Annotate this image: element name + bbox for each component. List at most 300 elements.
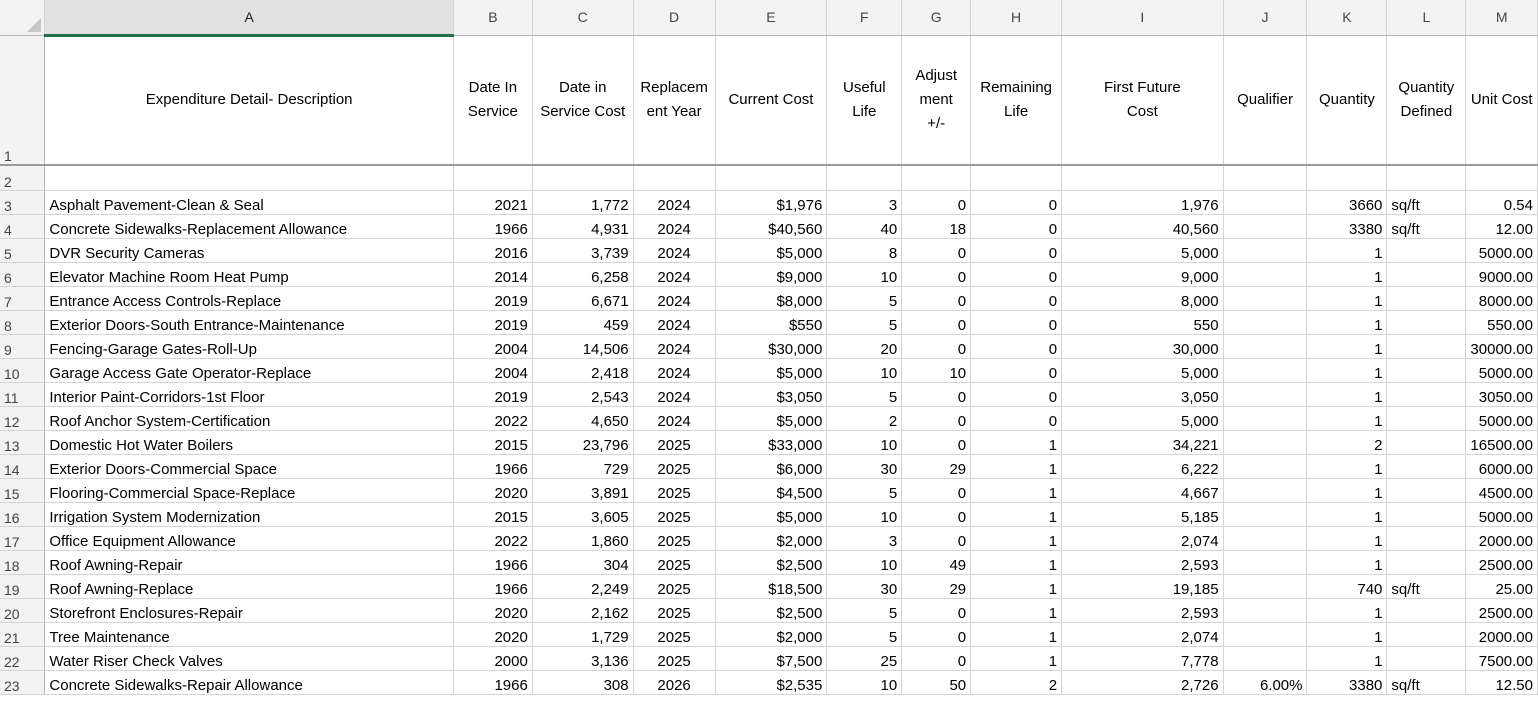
cell-f14[interactable]: 30 [827, 454, 902, 478]
row-header[interactable]: 15 [0, 478, 45, 502]
cell-i18[interactable]: 2,593 [1062, 550, 1224, 574]
cell-h8[interactable]: 0 [971, 310, 1062, 334]
cell-i11[interactable]: 3,050 [1062, 382, 1224, 406]
cell-i14[interactable]: 6,222 [1062, 454, 1224, 478]
cell-j11[interactable] [1223, 382, 1307, 406]
cell-g5[interactable]: 0 [902, 238, 971, 262]
cell-h18[interactable]: 1 [971, 550, 1062, 574]
cell-i17[interactable]: 2,074 [1062, 526, 1224, 550]
cell-h22[interactable]: 1 [971, 646, 1062, 670]
cell-k19[interactable]: 740 [1307, 574, 1387, 598]
cell-l7[interactable] [1387, 286, 1466, 310]
cell-e22[interactable]: $7,500 [715, 646, 827, 670]
cell-c21[interactable]: 1,729 [532, 622, 633, 646]
cell-g15[interactable]: 0 [902, 478, 971, 502]
cell-m8[interactable]: 550.00 [1466, 310, 1538, 334]
column-header-g[interactable]: G [902, 0, 971, 35]
header-cell-i[interactable] [1062, 35, 1224, 165]
cell-a13[interactable]: Domestic Hot Water Boilers [45, 430, 454, 454]
header-cell-h[interactable] [971, 35, 1062, 165]
cell-m2[interactable] [1466, 165, 1538, 190]
cell-c10[interactable]: 2,418 [532, 358, 633, 382]
row-header[interactable]: 2 [0, 165, 45, 190]
cell-c17[interactable]: 1,860 [532, 526, 633, 550]
cell-c8[interactable]: 459 [532, 310, 633, 334]
cell-k18[interactable]: 1 [1307, 550, 1387, 574]
cell-b3[interactable]: 2021 [453, 190, 532, 214]
column-header-m[interactable]: M [1466, 0, 1538, 35]
cell-j13[interactable] [1223, 430, 1307, 454]
cell-e19[interactable]: $18,500 [715, 574, 827, 598]
column-header-j[interactable]: J [1223, 0, 1307, 35]
cell-k20[interactable]: 1 [1307, 598, 1387, 622]
cell-a12[interactable]: Roof Anchor System-Certification [45, 406, 454, 430]
cell-l20[interactable] [1387, 598, 1466, 622]
cell-g6[interactable]: 0 [902, 262, 971, 286]
cell-c4[interactable]: 4,931 [532, 214, 633, 238]
cell-c7[interactable]: 6,671 [532, 286, 633, 310]
column-header-f[interactable]: F [827, 0, 902, 35]
cell-a8[interactable]: Exterior Doors-South Entrance-Maintenance [45, 310, 454, 334]
cell-g12[interactable]: 0 [902, 406, 971, 430]
cell-k3[interactable]: 3660 [1307, 190, 1387, 214]
cell-c12[interactable]: 4,650 [532, 406, 633, 430]
cell-e9[interactable]: $30,000 [715, 334, 827, 358]
row-header[interactable]: 21 [0, 622, 45, 646]
cell-a5[interactable]: DVR Security Cameras [45, 238, 454, 262]
cell-j7[interactable] [1223, 286, 1307, 310]
cell-e8[interactable]: $550 [715, 310, 827, 334]
cell-l14[interactable] [1387, 454, 1466, 478]
cell-h20[interactable]: 1 [971, 598, 1062, 622]
cell-f12[interactable]: 2 [827, 406, 902, 430]
cell-b18[interactable]: 1966 [453, 550, 532, 574]
cell-k7[interactable]: 1 [1307, 286, 1387, 310]
cell-i2[interactable] [1062, 165, 1224, 190]
cell-f21[interactable]: 5 [827, 622, 902, 646]
cell-g3[interactable]: 0 [902, 190, 971, 214]
cell-j22[interactable] [1223, 646, 1307, 670]
cell-h10[interactable]: 0 [971, 358, 1062, 382]
column-header-b[interactable]: B [453, 0, 532, 35]
cell-a3[interactable]: Asphalt Pavement-Clean & Seal [45, 190, 454, 214]
row-header[interactable]: 20 [0, 598, 45, 622]
column-header-c[interactable]: C [532, 0, 633, 35]
cell-i21[interactable]: 2,074 [1062, 622, 1224, 646]
cell-l18[interactable] [1387, 550, 1466, 574]
cell-i23[interactable]: 2,726 [1062, 670, 1224, 694]
row-header[interactable]: 4 [0, 214, 45, 238]
cell-k17[interactable]: 1 [1307, 526, 1387, 550]
cell-d8[interactable]: 2024 [633, 310, 715, 334]
cell-b22[interactable]: 2000 [453, 646, 532, 670]
cell-l4[interactable]: sq/ft [1387, 214, 1466, 238]
cell-k4[interactable]: 3380 [1307, 214, 1387, 238]
cell-m4[interactable]: 12.00 [1466, 214, 1538, 238]
cell-i4[interactable]: 40,560 [1062, 214, 1224, 238]
column-header-l[interactable]: L [1387, 0, 1466, 35]
cell-c19[interactable]: 2,249 [532, 574, 633, 598]
cell-l17[interactable] [1387, 526, 1466, 550]
row-header[interactable]: 13 [0, 430, 45, 454]
cell-i5[interactable]: 5,000 [1062, 238, 1224, 262]
cell-l10[interactable] [1387, 358, 1466, 382]
cell-g23[interactable]: 50 [902, 670, 971, 694]
cell-k12[interactable]: 1 [1307, 406, 1387, 430]
cell-g19[interactable]: 29 [902, 574, 971, 598]
cell-h19[interactable]: 1 [971, 574, 1062, 598]
cell-d5[interactable]: 2024 [633, 238, 715, 262]
row-header[interactable]: 17 [0, 526, 45, 550]
cell-b16[interactable]: 2015 [453, 502, 532, 526]
cell-g16[interactable]: 0 [902, 502, 971, 526]
cell-b21[interactable]: 2020 [453, 622, 532, 646]
cell-j20[interactable] [1223, 598, 1307, 622]
column-header-e[interactable]: E [715, 0, 827, 35]
cell-b7[interactable]: 2019 [453, 286, 532, 310]
cell-d6[interactable]: 2024 [633, 262, 715, 286]
cell-d22[interactable]: 2025 [633, 646, 715, 670]
cell-b17[interactable]: 2022 [453, 526, 532, 550]
cell-a7[interactable]: Entrance Access Controls-Replace [45, 286, 454, 310]
cell-a15[interactable]: Flooring-Commercial Space-Replace [45, 478, 454, 502]
cell-h2[interactable] [971, 165, 1062, 190]
select-all-corner[interactable] [0, 0, 45, 35]
cell-f23[interactable]: 10 [827, 670, 902, 694]
row-header[interactable]: 7 [0, 286, 45, 310]
cell-h6[interactable]: 0 [971, 262, 1062, 286]
cell-l2[interactable] [1387, 165, 1466, 190]
cell-e16[interactable]: $5,000 [715, 502, 827, 526]
cell-e6[interactable]: $9,000 [715, 262, 827, 286]
cell-d18[interactable]: 2025 [633, 550, 715, 574]
cell-i9[interactable]: 30,000 [1062, 334, 1224, 358]
cell-h11[interactable]: 0 [971, 382, 1062, 406]
cell-b19[interactable]: 1966 [453, 574, 532, 598]
cell-d12[interactable]: 2024 [633, 406, 715, 430]
row-header[interactable]: 9 [0, 334, 45, 358]
cell-l11[interactable] [1387, 382, 1466, 406]
cell-a20[interactable]: Storefront Enclosures-Repair [45, 598, 454, 622]
cell-i20[interactable]: 2,593 [1062, 598, 1224, 622]
cell-l19[interactable]: sq/ft [1387, 574, 1466, 598]
cell-c23[interactable]: 308 [532, 670, 633, 694]
cell-l6[interactable] [1387, 262, 1466, 286]
cell-h7[interactable]: 0 [971, 286, 1062, 310]
cell-a21[interactable]: Tree Maintenance [45, 622, 454, 646]
cell-a17[interactable]: Office Equipment Allowance [45, 526, 454, 550]
cell-b5[interactable]: 2016 [453, 238, 532, 262]
row-header[interactable]: 1 [0, 35, 45, 165]
cell-i6[interactable]: 9,000 [1062, 262, 1224, 286]
cell-e11[interactable]: $3,050 [715, 382, 827, 406]
cell-c5[interactable]: 3,739 [532, 238, 633, 262]
cell-k10[interactable]: 1 [1307, 358, 1387, 382]
cell-b20[interactable]: 2020 [453, 598, 532, 622]
cell-a22[interactable]: Water Riser Check Valves [45, 646, 454, 670]
cell-i13[interactable]: 34,221 [1062, 430, 1224, 454]
cell-g22[interactable]: 0 [902, 646, 971, 670]
row-header[interactable]: 11 [0, 382, 45, 406]
cell-e12[interactable]: $5,000 [715, 406, 827, 430]
header-cell-e[interactable]: Current Cost [715, 35, 827, 165]
cell-b2[interactable] [453, 165, 532, 190]
cell-m14[interactable]: 6000.00 [1466, 454, 1538, 478]
cell-d4[interactable]: 2024 [633, 214, 715, 238]
cell-g21[interactable]: 0 [902, 622, 971, 646]
row-header[interactable]: 19 [0, 574, 45, 598]
cell-j17[interactable] [1223, 526, 1307, 550]
cell-l21[interactable] [1387, 622, 1466, 646]
cell-a6[interactable]: Elevator Machine Room Heat Pump [45, 262, 454, 286]
cell-h14[interactable]: 1 [971, 454, 1062, 478]
cell-j14[interactable] [1223, 454, 1307, 478]
cell-b23[interactable]: 1966 [453, 670, 532, 694]
cell-c3[interactable]: 1,772 [532, 190, 633, 214]
row-header[interactable]: 14 [0, 454, 45, 478]
cell-g10[interactable]: 10 [902, 358, 971, 382]
cell-k5[interactable]: 1 [1307, 238, 1387, 262]
cell-f3[interactable]: 3 [827, 190, 902, 214]
cell-m19[interactable]: 25.00 [1466, 574, 1538, 598]
cell-m10[interactable]: 5000.00 [1466, 358, 1538, 382]
cell-m9[interactable]: 30000.00 [1466, 334, 1538, 358]
cell-f15[interactable]: 5 [827, 478, 902, 502]
cell-m11[interactable]: 3050.00 [1466, 382, 1538, 406]
cell-j23[interactable]: 6.00% [1223, 670, 1307, 694]
cell-e21[interactable]: $2,000 [715, 622, 827, 646]
cell-l23[interactable]: sq/ft [1387, 670, 1466, 694]
cell-j21[interactable] [1223, 622, 1307, 646]
cell-l3[interactable]: sq/ft [1387, 190, 1466, 214]
cell-a14[interactable]: Exterior Doors-Commercial Space [45, 454, 454, 478]
cell-j2[interactable] [1223, 165, 1307, 190]
row-header[interactable]: 5 [0, 238, 45, 262]
select-all-triangle-icon[interactable] [27, 18, 41, 32]
cell-i12[interactable]: 5,000 [1062, 406, 1224, 430]
cell-f20[interactable]: 5 [827, 598, 902, 622]
row-header[interactable]: 23 [0, 670, 45, 694]
cell-k11[interactable]: 1 [1307, 382, 1387, 406]
cell-j16[interactable] [1223, 502, 1307, 526]
cell-h23[interactable]: 2 [971, 670, 1062, 694]
cell-f5[interactable]: 8 [827, 238, 902, 262]
cell-j8[interactable] [1223, 310, 1307, 334]
cell-m6[interactable]: 9000.00 [1466, 262, 1538, 286]
cell-b6[interactable]: 2014 [453, 262, 532, 286]
cell-m23[interactable]: 12.50 [1466, 670, 1538, 694]
cell-g18[interactable]: 49 [902, 550, 971, 574]
cell-c11[interactable]: 2,543 [532, 382, 633, 406]
cell-b4[interactable]: 1966 [453, 214, 532, 238]
cell-m12[interactable]: 5000.00 [1466, 406, 1538, 430]
cell-c16[interactable]: 3,605 [532, 502, 633, 526]
header-cell-j[interactable]: Qualifier [1223, 35, 1307, 165]
header-cell-g[interactable] [902, 35, 971, 165]
cell-k23[interactable]: 3380 [1307, 670, 1387, 694]
cell-c22[interactable]: 3,136 [532, 646, 633, 670]
cell-j18[interactable] [1223, 550, 1307, 574]
cell-l8[interactable] [1387, 310, 1466, 334]
cell-k2[interactable] [1307, 165, 1387, 190]
cell-h4[interactable]: 0 [971, 214, 1062, 238]
row-header[interactable]: 18 [0, 550, 45, 574]
cell-e10[interactable]: $5,000 [715, 358, 827, 382]
cell-e3[interactable]: $1,976 [715, 190, 827, 214]
row-header[interactable]: 3 [0, 190, 45, 214]
column-header-i[interactable]: I [1062, 0, 1224, 35]
cell-g11[interactable]: 0 [902, 382, 971, 406]
cell-h16[interactable]: 1 [971, 502, 1062, 526]
cell-c18[interactable]: 304 [532, 550, 633, 574]
cell-l13[interactable] [1387, 430, 1466, 454]
cell-a9[interactable]: Fencing-Garage Gates-Roll-Up [45, 334, 454, 358]
cell-m15[interactable]: 4500.00 [1466, 478, 1538, 502]
cell-f10[interactable]: 10 [827, 358, 902, 382]
cell-l5[interactable] [1387, 238, 1466, 262]
cell-c14[interactable]: 729 [532, 454, 633, 478]
cell-m13[interactable]: 16500.00 [1466, 430, 1538, 454]
cell-d14[interactable]: 2025 [633, 454, 715, 478]
cell-f18[interactable]: 10 [827, 550, 902, 574]
cell-c15[interactable]: 3,891 [532, 478, 633, 502]
cell-e17[interactable]: $2,000 [715, 526, 827, 550]
cell-d21[interactable]: 2025 [633, 622, 715, 646]
cell-k8[interactable]: 1 [1307, 310, 1387, 334]
row-header[interactable]: 16 [0, 502, 45, 526]
cell-k15[interactable]: 1 [1307, 478, 1387, 502]
cell-d16[interactable]: 2025 [633, 502, 715, 526]
cell-f9[interactable]: 20 [827, 334, 902, 358]
cell-b8[interactable]: 2019 [453, 310, 532, 334]
cell-l12[interactable] [1387, 406, 1466, 430]
cell-j15[interactable] [1223, 478, 1307, 502]
cell-a18[interactable]: Roof Awning-Repair [45, 550, 454, 574]
cell-e2[interactable] [715, 165, 827, 190]
cell-d17[interactable]: 2025 [633, 526, 715, 550]
cell-j19[interactable] [1223, 574, 1307, 598]
cell-f13[interactable]: 10 [827, 430, 902, 454]
cell-i15[interactable]: 4,667 [1062, 478, 1224, 502]
cell-d7[interactable]: 2024 [633, 286, 715, 310]
cell-g17[interactable]: 0 [902, 526, 971, 550]
row-header[interactable]: 6 [0, 262, 45, 286]
cell-k14[interactable]: 1 [1307, 454, 1387, 478]
cell-m21[interactable]: 2000.00 [1466, 622, 1538, 646]
header-cell-b[interactable] [453, 35, 532, 165]
cell-m7[interactable]: 8000.00 [1466, 286, 1538, 310]
cell-c6[interactable]: 6,258 [532, 262, 633, 286]
cell-l9[interactable] [1387, 334, 1466, 358]
cell-g20[interactable]: 0 [902, 598, 971, 622]
cell-d11[interactable]: 2024 [633, 382, 715, 406]
cell-e23[interactable]: $2,535 [715, 670, 827, 694]
cell-f6[interactable]: 10 [827, 262, 902, 286]
cell-b14[interactable]: 1966 [453, 454, 532, 478]
cell-f4[interactable]: 40 [827, 214, 902, 238]
cell-h13[interactable]: 1 [971, 430, 1062, 454]
cell-i10[interactable]: 5,000 [1062, 358, 1224, 382]
cell-d20[interactable]: 2025 [633, 598, 715, 622]
row-header[interactable]: 10 [0, 358, 45, 382]
cell-e13[interactable]: $33,000 [715, 430, 827, 454]
cell-i3[interactable]: 1,976 [1062, 190, 1224, 214]
cell-j12[interactable] [1223, 406, 1307, 430]
cell-d10[interactable]: 2024 [633, 358, 715, 382]
cell-d13[interactable]: 2025 [633, 430, 715, 454]
cell-d19[interactable]: 2025 [633, 574, 715, 598]
cell-d2[interactable] [633, 165, 715, 190]
cell-k13[interactable]: 2 [1307, 430, 1387, 454]
cell-b9[interactable]: 2004 [453, 334, 532, 358]
cell-h5[interactable]: 0 [971, 238, 1062, 262]
cell-g9[interactable]: 0 [902, 334, 971, 358]
cell-i7[interactable]: 8,000 [1062, 286, 1224, 310]
cell-g2[interactable] [902, 165, 971, 190]
cell-m22[interactable]: 7500.00 [1466, 646, 1538, 670]
header-cell-c[interactable] [532, 35, 633, 165]
cell-e7[interactable]: $8,000 [715, 286, 827, 310]
cell-l15[interactable] [1387, 478, 1466, 502]
header-cell-d[interactable] [633, 35, 715, 165]
cell-h17[interactable]: 1 [971, 526, 1062, 550]
cell-h3[interactable]: 0 [971, 190, 1062, 214]
cell-m17[interactable]: 2000.00 [1466, 526, 1538, 550]
cell-a11[interactable]: Interior Paint-Corridors-1st Floor [45, 382, 454, 406]
cell-c13[interactable]: 23,796 [532, 430, 633, 454]
cell-j6[interactable] [1223, 262, 1307, 286]
cell-m20[interactable]: 2500.00 [1466, 598, 1538, 622]
cell-g8[interactable]: 0 [902, 310, 971, 334]
cell-e14[interactable]: $6,000 [715, 454, 827, 478]
row-header[interactable]: 22 [0, 646, 45, 670]
cell-k21[interactable]: 1 [1307, 622, 1387, 646]
column-header-h[interactable]: H [971, 0, 1062, 35]
cell-h21[interactable]: 1 [971, 622, 1062, 646]
cell-f17[interactable]: 3 [827, 526, 902, 550]
header-cell-l[interactable] [1387, 35, 1466, 165]
cell-k22[interactable]: 1 [1307, 646, 1387, 670]
cell-e18[interactable]: $2,500 [715, 550, 827, 574]
cell-d23[interactable]: 2026 [633, 670, 715, 694]
cell-k16[interactable]: 1 [1307, 502, 1387, 526]
cell-e15[interactable]: $4,500 [715, 478, 827, 502]
cell-b12[interactable]: 2022 [453, 406, 532, 430]
cell-a16[interactable]: Irrigation System Modernization [45, 502, 454, 526]
cell-f11[interactable]: 5 [827, 382, 902, 406]
cell-c20[interactable]: 2,162 [532, 598, 633, 622]
cell-b11[interactable]: 2019 [453, 382, 532, 406]
cell-g7[interactable]: 0 [902, 286, 971, 310]
header-cell-a[interactable]: Expenditure Detail- Description [45, 35, 454, 165]
row-header[interactable]: 12 [0, 406, 45, 430]
cell-h12[interactable]: 0 [971, 406, 1062, 430]
cell-a2[interactable] [45, 165, 454, 190]
cell-b13[interactable]: 2015 [453, 430, 532, 454]
cell-m5[interactable]: 5000.00 [1466, 238, 1538, 262]
cell-h15[interactable]: 1 [971, 478, 1062, 502]
column-header-a[interactable]: A [45, 0, 454, 35]
cell-b10[interactable]: 2004 [453, 358, 532, 382]
cell-e20[interactable]: $2,500 [715, 598, 827, 622]
header-cell-k[interactable]: Quantity [1307, 35, 1387, 165]
cell-i22[interactable]: 7,778 [1062, 646, 1224, 670]
header-cell-m[interactable]: Unit Cost [1466, 35, 1538, 165]
cell-f8[interactable]: 5 [827, 310, 902, 334]
cell-m16[interactable]: 5000.00 [1466, 502, 1538, 526]
cell-i19[interactable]: 19,185 [1062, 574, 1224, 598]
cell-g13[interactable]: 0 [902, 430, 971, 454]
